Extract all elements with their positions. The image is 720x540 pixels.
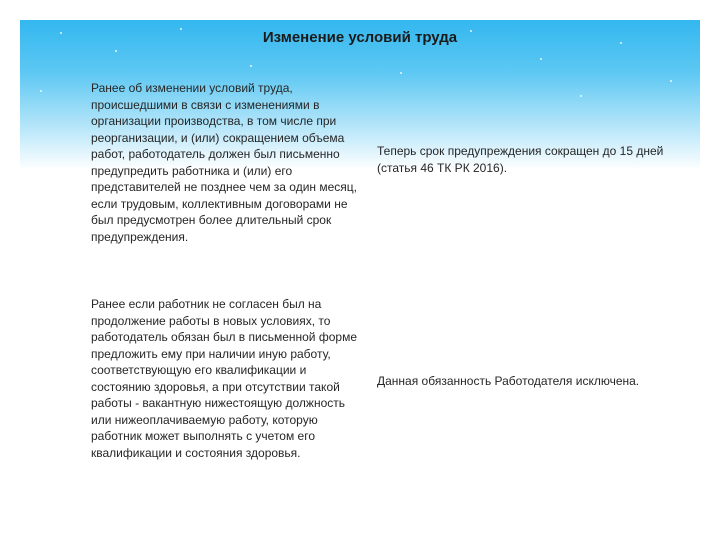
row-1-previous-rule: Ранее об изменении условий труда, происшедшими в связи с изменениями в организации производства, в том числе при реорганизации, и (или) сокращением объема работ, работодатель должен был письменно предупредить работника и (или) его представителей не позднее чем за один месяц, если трудовым, коллективным договорами не был предусмотрен более длительный срок предупреждения. (91, 81, 357, 244)
sparkle-decoration (115, 50, 117, 52)
row-2-previous-rule: Ранее если работник не согласен был на продолжение работы в новых условиях, то работодатель обязан был в письменной форме предложить ему при наличии иную работу, соответствующую его квалификации и состоянию здоровья, а при отсутствии такой работы - вакантную нижестоящую должность или нижеоплачиваемую работу, которую работник может выполнять с учетом его квалификации и состояния здоровья. (91, 297, 357, 460)
sparkle-decoration (400, 72, 402, 74)
row-2-current-rule: Данная обязанность Работодателя исключена. (377, 374, 640, 388)
sparkle-decoration (580, 95, 582, 97)
sparkle-decoration (250, 65, 252, 67)
sparkle-decoration (40, 90, 42, 92)
row-1-current-rule: Теперь срок предупреждения сокращен до 15 дней (статья 46 ТК РК 2016). (377, 144, 664, 175)
slide-title: Изменение условий труда (262, 29, 458, 46)
sparkle-decoration (540, 58, 542, 60)
sparkle-decoration (670, 80, 672, 82)
